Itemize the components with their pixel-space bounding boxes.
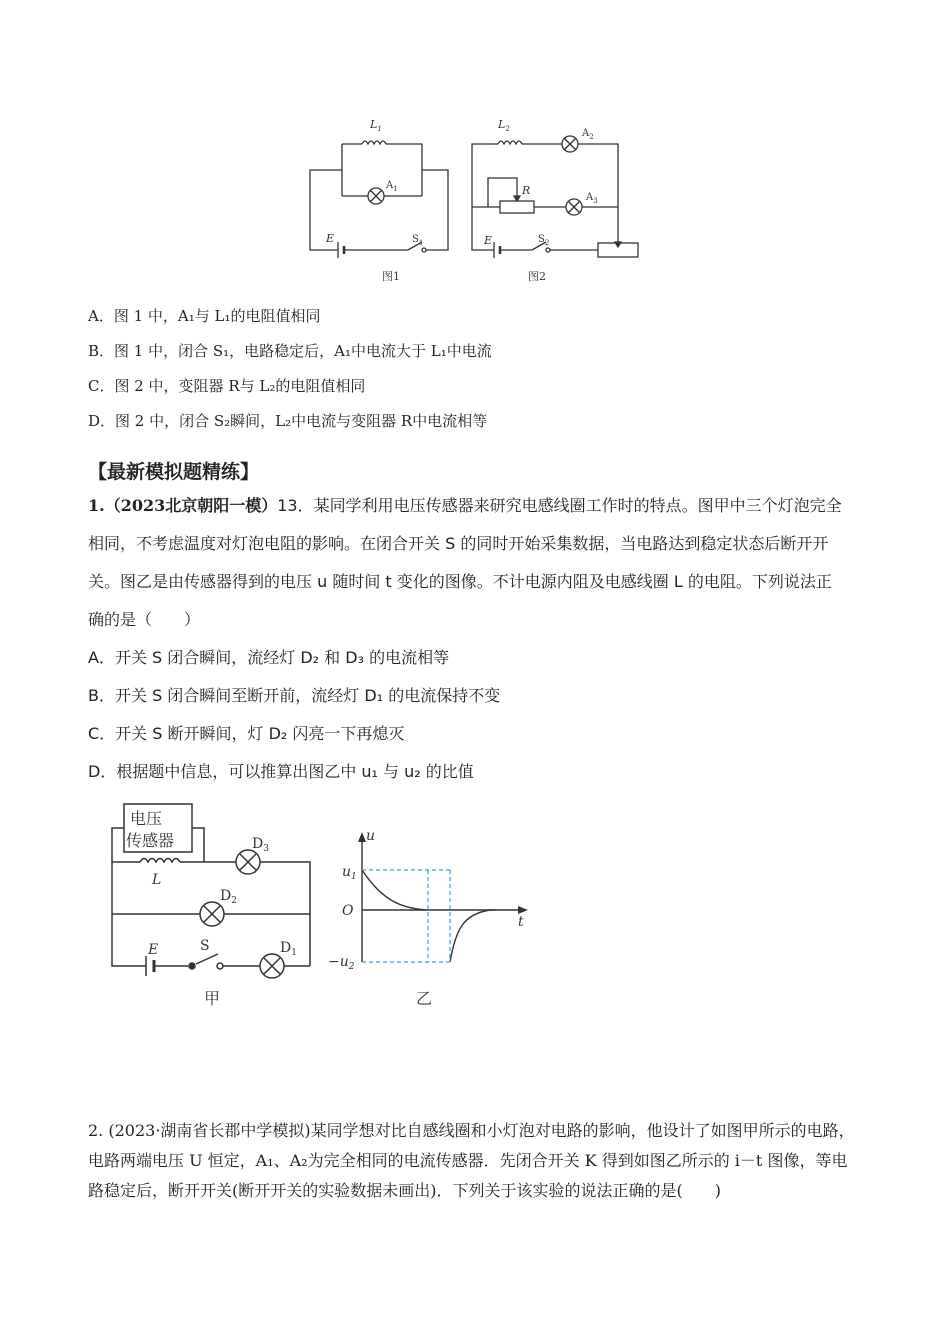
s1-label: $S_1$ [412,234,424,247]
prev-option-d: D．图 2 中，闭合 S₂瞬间，L₂中电流与变阻器 R中电流相等 [88,412,488,430]
circuit-figures-1-2 [300,110,650,290]
battery-e-label: E [148,942,159,958]
t-axis-label: t [518,914,524,930]
inductor-l-label: L [152,872,162,888]
q2-line-2: 电路两端电压 U 恒定，A₁、A₂为完全相同的电流传感器．先闭合开关 K 得到如图乙所示的 i－t 图像，等电 [88,1151,848,1170]
q1-line-4: 确的是（ ） [88,610,201,629]
a2-label: $A_2$ [582,128,594,141]
caption-jia: 甲 [204,989,221,1008]
a1-label: $A_1$ [386,180,398,193]
neg-u2-label: $-u_2$ [328,954,355,972]
l2-label: $L_2$ [498,118,510,133]
prev-option-b: B．图 1 中，闭合 S₁，电路稳定后，A₁中电流大于 L₁中电流 [88,342,492,360]
u-axis-label: u [366,828,376,844]
prev-option-a: A．图 1 中，A₁与 L₁的电阻值相同 [88,307,321,325]
s2-label: $S_2$ [538,234,550,247]
figure-2-caption: 图2 [528,270,546,283]
figure-1-caption: 图1 [382,270,400,283]
sensor-label-line-1: 电压 [130,809,163,828]
d1-label: $D_1$ [280,940,297,958]
q1-option-c: C．开关 S 断开瞬间，灯 D₂ 闪亮一下再熄灭 [88,724,405,743]
prev-option-c: C．图 2 中，变阻器 R与 L₂的电阻值相同 [88,377,366,395]
caption-yi: 乙 [416,989,433,1008]
switch-s-label: S [200,938,210,954]
section-heading: 【最新模拟题精练】 [88,461,260,483]
q1-option-b: B．开关 S 闭合瞬间至断开前，流经灯 D₁ 的电流保持不变 [88,686,501,705]
d3-label: $D_3$ [252,836,269,854]
d2-label: $D_2$ [220,888,237,906]
q1-option-d: D．根据题中信息，可以推算出图乙中 u₁ 与 u₂ 的比值 [88,762,474,781]
e1-label: E [326,232,335,245]
u1-label: $u_1$ [342,864,357,882]
q1-line-1: 1.（2023北京朝阳一模）13．某同学利用电压传感器来研究电感线圈工作时的特点。图甲中三个灯泡完全 [88,496,842,515]
a3-label: $A_3$ [586,192,598,205]
q1-option-a: A．开关 S 闭合瞬间，流经灯 D₂ 和 D₃ 的电流相等 [88,648,450,667]
q1-source: 1.（2023北京朝阳一模） [88,496,278,515]
l1-label: $L_1$ [370,118,382,133]
q1-figures [100,798,550,1018]
r-label: R [522,184,531,197]
q1-line-3: 关。图乙是由传感器得到的电压 u 随时间 t 变化的图像。不计电源内阻及电感线圈 L 的电阻。下列说法正 [88,572,832,591]
origin-label: O [342,903,354,919]
q2-line-3: 路稳定后，断开开关(断开开关的实验数据未画出)．下列关于该实验的说法正确的是( ) [88,1181,721,1200]
sensor-label-line-2: 传感器 [126,831,175,850]
e2-label: E [484,234,493,247]
q1-line-2: 相同，不考虑温度对灯泡电阻的影响。在闭合开关 S 的同时开始采集数据，当电路达到稳定状态后断开开 [88,534,829,553]
q2-line-1: 2. (2023·湖南省长郡中学模拟)某同学想对比自感线圈和小灯泡对电路的影响，他设计了如图甲所示的电路， [88,1121,855,1140]
